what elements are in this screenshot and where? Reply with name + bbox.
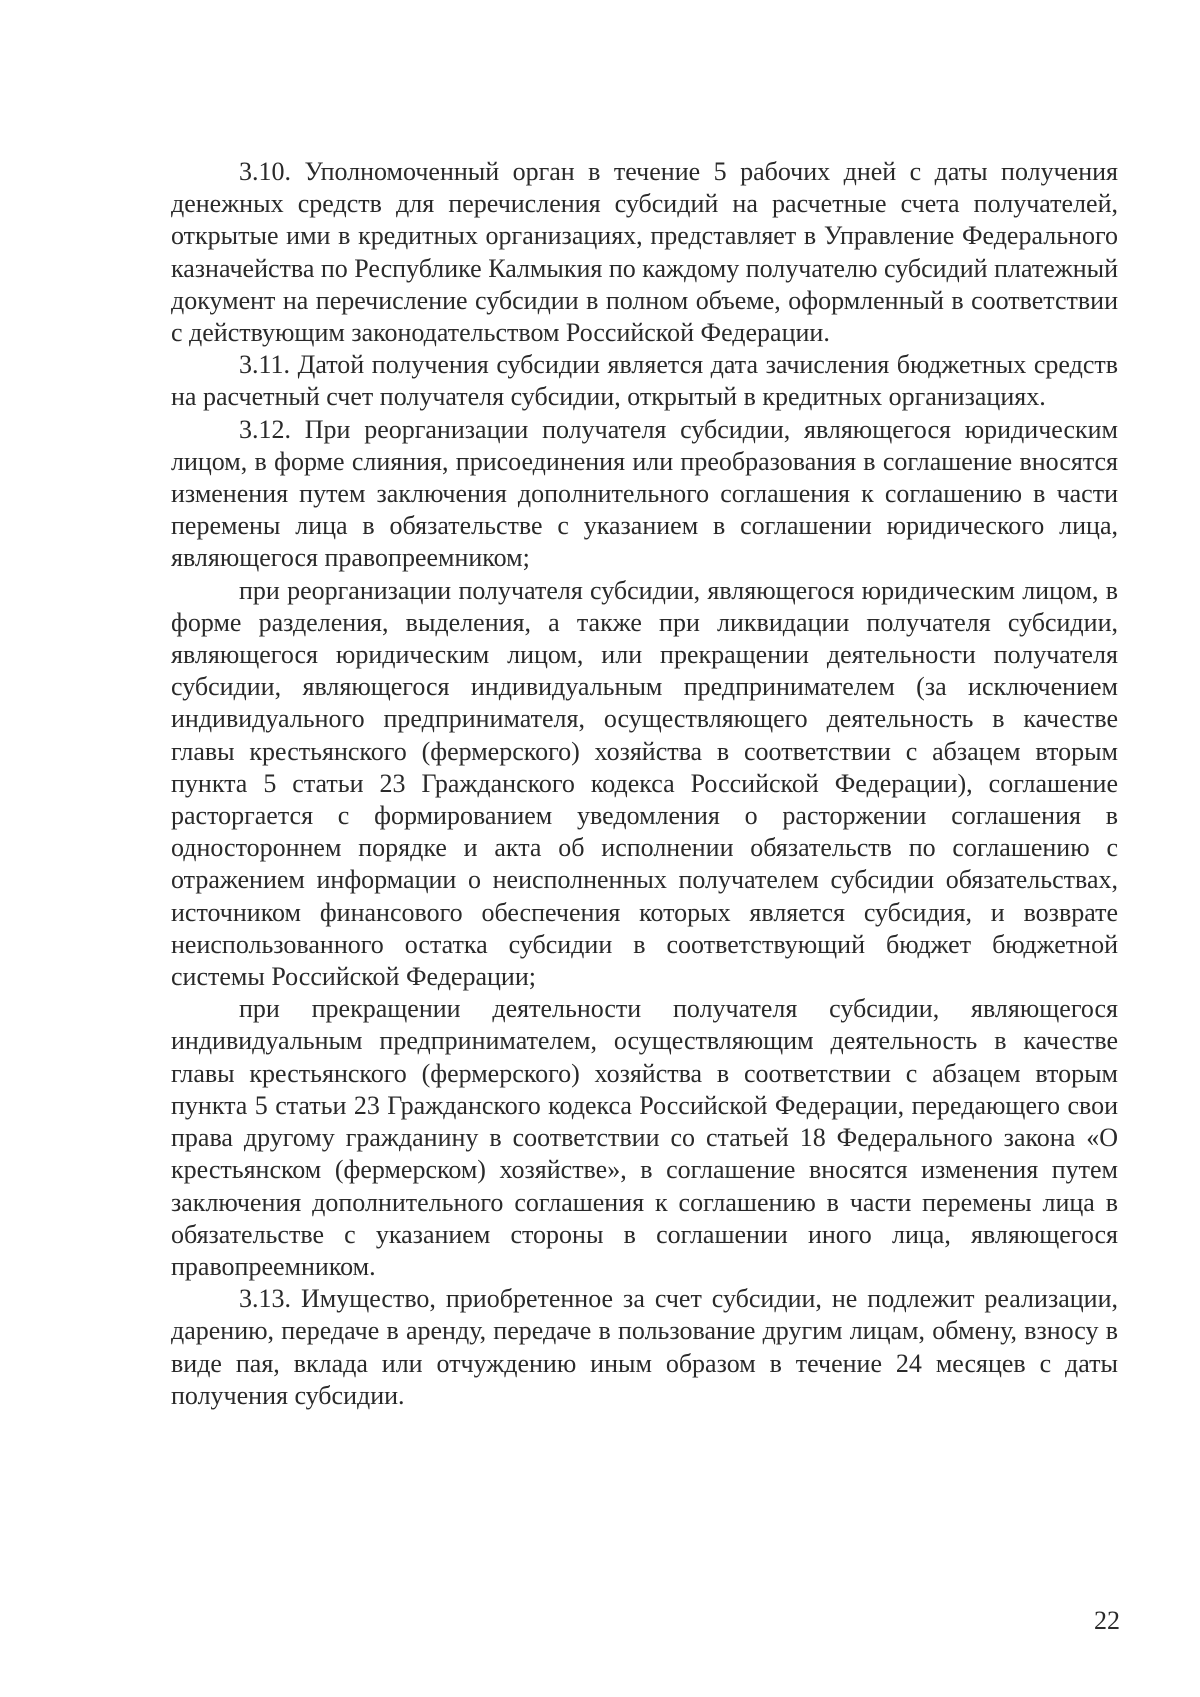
paragraph-3-11: 3.11. Датой получения субсидии является дата зачисления бюджетных средств на расчетный счет получателя субсидии, открытый в кредитных организациях. (171, 350, 1118, 412)
document-body (171, 156, 1118, 1412)
paragraph-3-13: 3.13. Имущество, приобретенное за счет субсидии, не подлежит реализации, дарению, передаче в аренду, передаче в пользование другим лицам, обмену, взносу в виде пая, вклада или отчуждению иным образом в течение 24 месяцев с даты получения субсидии. (171, 1284, 1118, 1410)
paragraph-3-10: 3.10. Уполномоченный орган в течение 5 рабочих дней с даты получения денежных средств для перечисления субсидий на расчетные счета получателей, открытые ими в кредитных организациях, представляет в Управление Федерального казначейства по Республике Калмыкия по каждому получателю субсидий платежный документ на перечисление субсидии в полном объеме, оформленный в соответствии с действующим законодательством Российской Федерации. (171, 157, 1119, 348)
paragraph-3-12-reorganization: при реорганизации получателя субсидии, являющегося юридическим лицом, в форме разделения, выделения, а также при ликвидации получателя субсидии, являющегося юридическим лицом, или прекращении деятельности получателя субсидии, являющегося индивидуальным предпринимателем (за исключением индивидуального предпринимателя, осуществляющего деятельность в качестве главы крестьянского (фермерского) хозяйства в соответствии с абзацем вторым пункта 5 статьи 23 Гражданского кодекса Российской Федерации), соглашение расторгается с формированием уведомления о расторжении соглашения в одностороннем порядке и акта об исполнении обязательств по соглашению с отражением информации о неисполненных получателем субсидии обязательствах, источником финансового обеспечения которых является субсидия, и возврате неиспользованного остатка субсидии в соответствующий бюджет бюджетной системы Российской Федерации; (171, 575, 1118, 992)
page-number: 22 (1094, 1606, 1120, 1635)
paragraph-3-12: 3.12. При реорганизации получателя субсидии, являющегося юридическим лицом, в форме слияния, присоединения или преобразования в соглашение вносятся изменения путем заключения дополнительного соглашения к соглашению в части перемены лица в обязательстве с указанием в соглашении юридического лица, являющегося правопреемником; (171, 414, 1118, 573)
paragraph-3-12-termination: при прекращении деятельности получателя субсидии, являющегося индивидуальным предпринимателем, осуществляющим деятельность в качестве главы крестьянского (фермерского) хозяйства в соответствии с абзацем вторым пункта 5 статьи 23 Гражданского кодекса Российской Федерации, передающего свои права другому гражданину в соответствии со статьей 18 Федерального закона «О крестьянском (фермерском) хозяйстве», в соглашение вносятся изменения путем заключения дополнительного соглашения к соглашению в части перемены лица в обязательстве с указанием стороны в соглашении иного лица, являющегося правопреемником. (171, 994, 1118, 1281)
